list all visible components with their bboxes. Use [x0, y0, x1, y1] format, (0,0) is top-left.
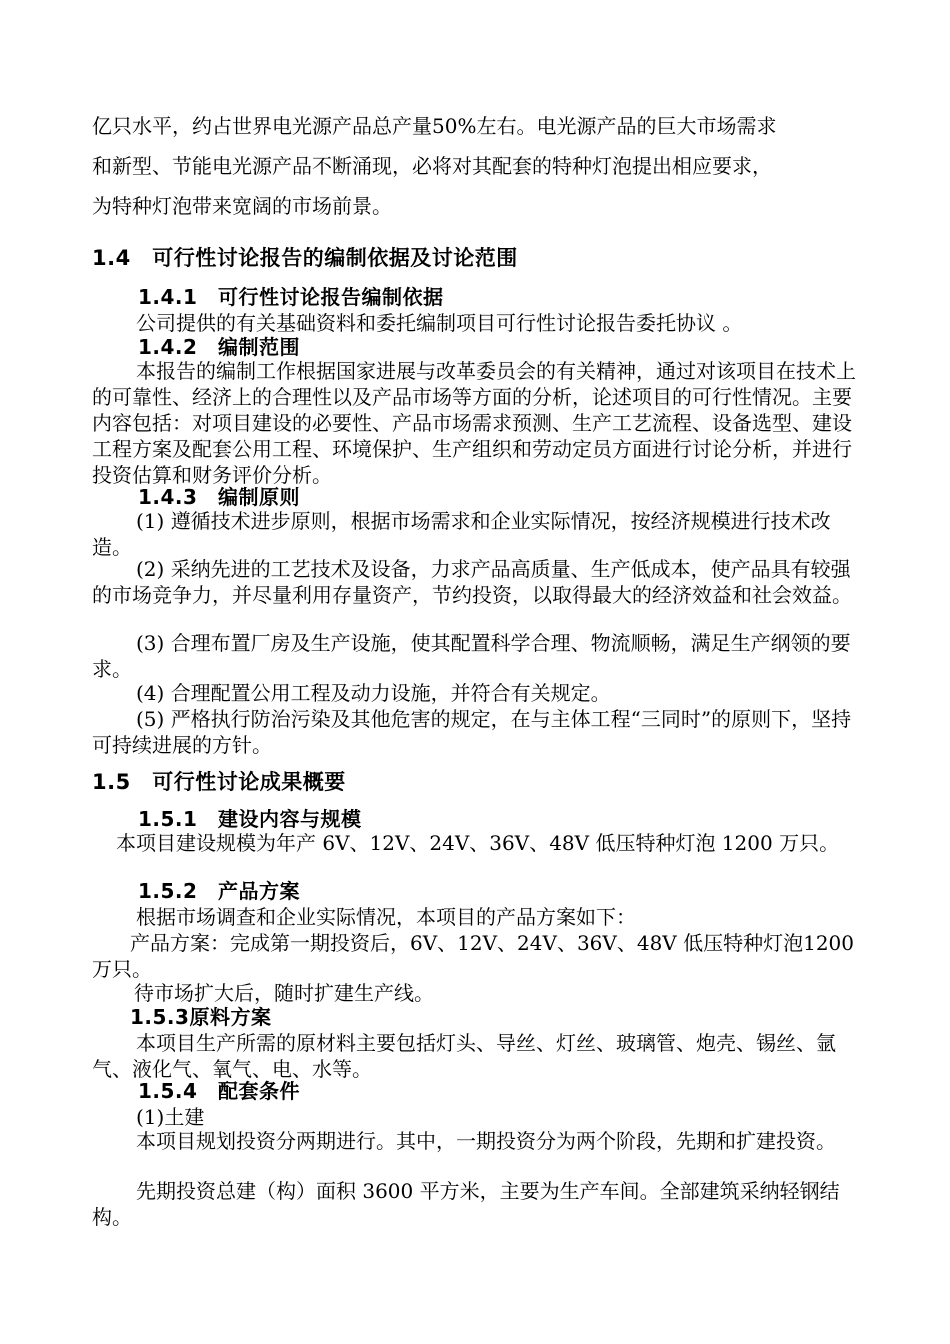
section-heading-1-5: 1.5 可行性讨论成果概要 [92, 770, 346, 794]
paragraph-1-5-1: 本项目建设规模为年产 6V、12V、24V、36V、48V 低压特种灯泡 1200 万只。 [116, 831, 840, 855]
subsection-heading-1-4-1: 1.4.1 可行性讨论报告编制依据 [138, 285, 444, 309]
principle-item-3: (3) 合理布置厂房及生产设施，使其配置科学合理、物流顺畅，满足生产纲领的要求。 [92, 631, 851, 681]
subsection-heading-1-4-2: 1.4.2 编制范围 [138, 335, 300, 359]
intro-paragraph [92, 106, 860, 226]
intro-line: 和新型、节能电光源产品不断涌现，必将对其配套的特种灯泡提出相应要求， [92, 154, 772, 178]
paragraph-1-5-3: 本项目生产所需的原材料主要包括灯头、导丝、灯丝、玻璃管、炮壳、锡丝、氩气、液化气、氧气、电、水等。 [92, 1031, 836, 1081]
paragraph-1-5-2-b: 产品方案：完成第一期投资后，6V、12V、24V、36V、48V 低压特种灯泡1200 万只。 [92, 931, 854, 981]
section-heading-1-4: 1.4 可行性讨论报告的编制依据及讨论范围 [92, 246, 518, 270]
paragraph-1-4-1: 公司提供的有关基础资料和委托编制项目可行性讨论报告委托协议 。 [136, 311, 743, 335]
paragraph-1-5-4-c: 先期投资总建（构）面积 3600 平方米，主要为生产车间。全部建筑采纳轻钢结构。 [92, 1179, 840, 1229]
principle-item-5: (5) 严格执行防治污染及其他危害的规定，在与主体工程“三同时”的原则下，坚持可持续进展的方针。 [92, 707, 852, 757]
subsection-heading-1-5-1: 1.5.1 建设内容与规模 [138, 807, 362, 831]
intro-line: 亿只水平，约占世界电光源产品总产量50%左右。电光源产品的巨大市场需求 [92, 114, 777, 138]
paragraph-1-5-2-a: 根据市场调查和企业实际情况，本项目的产品方案如下： [136, 905, 636, 929]
paragraph-1-4-2: 本报告的编制工作根据国家进展与改革委员会的有关精神，通过对该项目在技术上的可靠性、经济上的合理性以及产品市场等方面的分析，论述项目的可行性情况。主要内容包括：对项目建设的必要性、产品市场需求预测、生产工艺流程、设备选型、建设工程方案及配套公用工程、环境保护、生产组织和劳动定员方面进行讨论分析，并进行投资估算和财务评价分析。 [92, 359, 856, 487]
subsection-heading-1-5-4: 1.5.4 配套条件 [138, 1079, 300, 1103]
paragraph-1-5-2-c: 待市场扩大后，随时扩建生产线。 [134, 981, 434, 1005]
principle-item-4: (4) 合理配置公用工程及动力设施，并符合有关规定。 [136, 681, 611, 705]
subsection-heading-1-5-2: 1.5.2 产品方案 [138, 879, 300, 903]
principle-item-1: (1) 遵循技术进步原则，根据市场需求和企业实际情况，按经济规模进行技术改造。 [92, 509, 831, 559]
principle-item-2: (2) 采纳先进的工艺技术及设备，力求产品高质量、生产低成本，使产品具有较强的市场竞争力，并尽量利用存量资产，节约投资，以取得最大的经济效益和社会效益。 [92, 557, 852, 607]
paragraph-1-5-4-b: 本项目规划投资分两期进行。其中，一期投资分为两个阶段，先期和扩建投资。 [136, 1129, 836, 1153]
subsection-heading-1-4-3: 1.4.3 编制原则 [138, 485, 300, 509]
paragraph-1-5-4-a: (1)土建 [136, 1105, 205, 1129]
intro-line: 为特种灯泡带来宽阔的市场前景。 [92, 194, 392, 218]
subsection-heading-1-5-3: 1.5.3原料方案 [130, 1005, 272, 1029]
